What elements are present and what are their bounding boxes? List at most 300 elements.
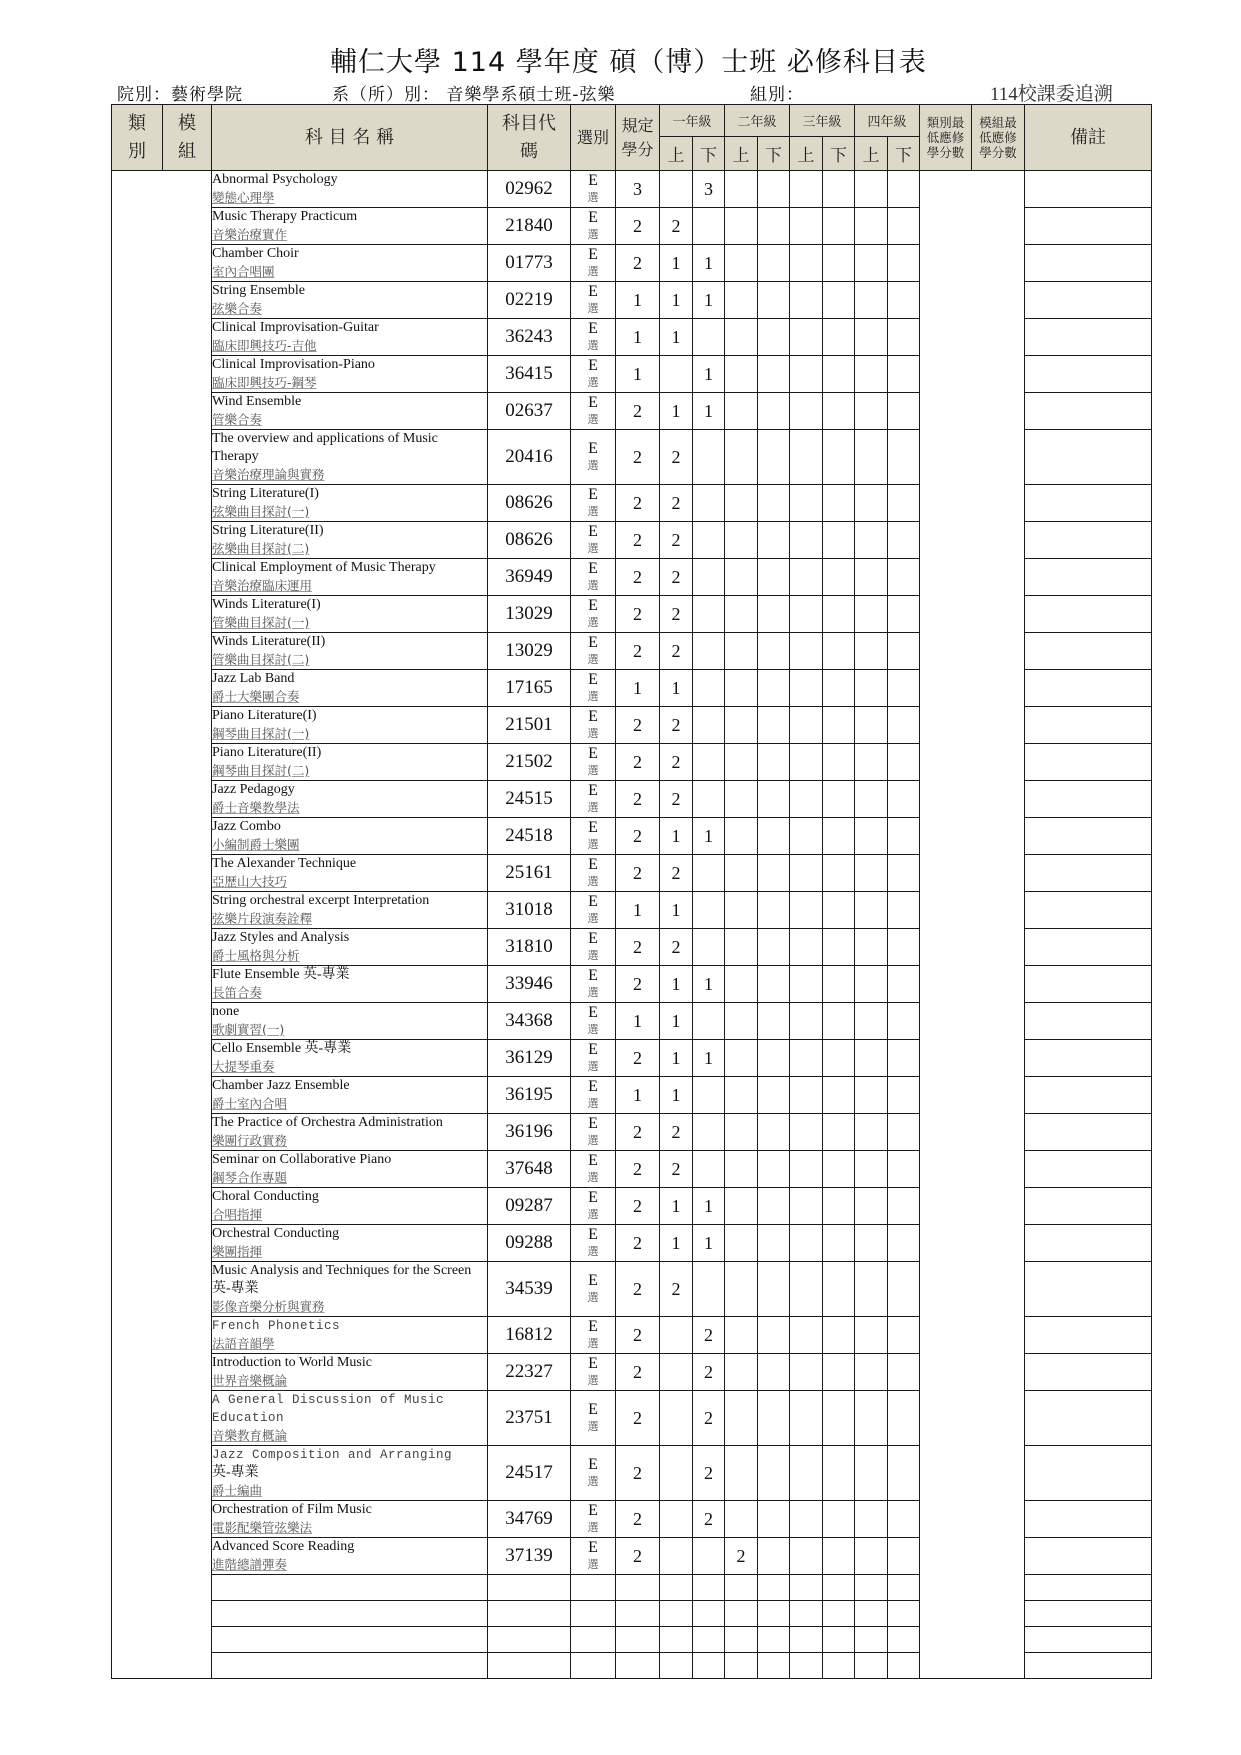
elective-type-cell <box>571 1501 616 1538</box>
elective-type-code: E <box>588 671 598 688</box>
course-name-zh: 變態心理學 <box>212 190 275 205</box>
required-credits: 2 <box>616 430 660 485</box>
remarks-cell <box>1025 1151 1152 1188</box>
semester-credits <box>823 707 855 744</box>
required-credits: 2 <box>616 208 660 245</box>
elective-type-label: 選 <box>587 265 599 278</box>
empty-cell <box>855 1653 888 1679</box>
semester-credits <box>693 1114 725 1151</box>
elective-type-label: 選 <box>587 376 599 389</box>
elective-type-code: E <box>588 440 598 457</box>
semester-credits <box>790 1114 823 1151</box>
elective-type-label: 選 <box>587 1171 599 1184</box>
course-name-cell <box>212 670 488 707</box>
required-credits: 2 <box>616 1354 660 1391</box>
semester-credits <box>725 744 758 781</box>
semester-credits <box>758 633 790 670</box>
semester-credits: 1 <box>660 1225 693 1262</box>
semester-credits <box>855 1354 888 1391</box>
required-credits: 2 <box>616 1151 660 1188</box>
header-y1-first: 上 <box>660 137 693 171</box>
page-title: 輔仁大學 114 學年度 碩（博）士班 必修科目表 <box>330 47 927 78</box>
semester-credits <box>823 1040 855 1077</box>
elective-type-code: E <box>588 782 598 799</box>
semester-credits <box>823 892 855 929</box>
course-name-en: The Practice of Orchestra Administration <box>212 1115 443 1130</box>
semester-credits <box>888 818 920 855</box>
semester-credits <box>790 818 823 855</box>
course-name-zh: 長笛合奏 <box>212 985 263 1000</box>
semester-credits: 1 <box>660 1040 693 1077</box>
empty-cell <box>823 1653 855 1679</box>
elective-type-cell <box>571 171 616 208</box>
semester-credits <box>758 929 790 966</box>
semester-credits <box>888 707 920 744</box>
semester-credits <box>725 1391 758 1446</box>
semester-credits: 1 <box>693 818 725 855</box>
empty-cell <box>571 1601 616 1627</box>
course-code: 13029 <box>488 633 571 670</box>
semester-credits <box>888 282 920 319</box>
course-name-en: Introduction to World Music <box>212 1355 372 1370</box>
course-name-zh: 弦樂曲目探討(二) <box>212 541 310 556</box>
elective-type-cell <box>571 670 616 707</box>
course-name-en: Flute Ensemble 英-專業 <box>212 967 350 982</box>
group-label: 組別： <box>750 85 804 105</box>
semester-credits <box>758 892 790 929</box>
course-name-en: Cello Ensemble 英-專業 <box>212 1041 352 1056</box>
semester-credits <box>758 1003 790 1040</box>
semester-credits <box>725 393 758 430</box>
course-name-en: Choral Conducting <box>212 1189 319 1204</box>
semester-credits: 2 <box>660 522 693 559</box>
course-name-en: Piano Literature(II) <box>212 745 322 760</box>
semester-credits <box>758 485 790 522</box>
semester-credits <box>888 1151 920 1188</box>
remarks-cell <box>1025 1575 1152 1601</box>
elective-type-label: 選 <box>587 949 599 962</box>
remarks-cell <box>1025 245 1152 282</box>
semester-credits <box>790 485 823 522</box>
semester-credits <box>888 171 920 208</box>
semester-credits: 1 <box>660 670 693 707</box>
semester-credits <box>855 929 888 966</box>
empty-cell <box>790 1601 823 1627</box>
semester-credits <box>758 855 790 892</box>
course-name-en: Abnormal Psychology <box>212 172 338 187</box>
semester-credits <box>790 1446 823 1501</box>
empty-cell <box>488 1653 571 1679</box>
semester-credits: 1 <box>693 1225 725 1262</box>
semester-credits: 2 <box>660 929 693 966</box>
semester-credits <box>693 559 725 596</box>
semester-credits <box>823 485 855 522</box>
elective-type-cell <box>571 1446 616 1501</box>
course-name-zh: 爵士室內合唱 <box>212 1096 288 1111</box>
course-code: 37648 <box>488 1151 571 1188</box>
semester-credits: 1 <box>660 1188 693 1225</box>
semester-credits <box>758 744 790 781</box>
semester-credits <box>823 633 855 670</box>
course-code: 22327 <box>488 1354 571 1391</box>
elective-type-cell <box>571 1225 616 1262</box>
header-y2-second: 下 <box>758 137 790 171</box>
semester-credits <box>823 356 855 393</box>
course-code: 34769 <box>488 1501 571 1538</box>
semester-credits <box>888 1354 920 1391</box>
semester-credits <box>888 319 920 356</box>
elective-type-label: 選 <box>587 228 599 241</box>
elective-type-label: 選 <box>587 1374 599 1387</box>
semester-credits <box>888 485 920 522</box>
header-credits: 規定學分 <box>616 105 660 171</box>
semester-credits <box>823 208 855 245</box>
course-name-en: Seminar on Collaborative Piano <box>212 1152 392 1167</box>
course-name-cell <box>212 744 488 781</box>
course-code: 24515 <box>488 781 571 818</box>
elective-type-label: 選 <box>587 764 599 777</box>
semester-credits <box>790 430 823 485</box>
semester-credits <box>823 1077 855 1114</box>
remarks-cell <box>1025 818 1152 855</box>
semester-credits <box>725 633 758 670</box>
course-name-en: Clinical Employment of Music Therapy <box>212 560 436 575</box>
empty-cell <box>571 1653 616 1679</box>
semester-credits <box>855 1077 888 1114</box>
semester-credits <box>758 393 790 430</box>
empty-cell <box>823 1627 855 1653</box>
empty-cell <box>488 1627 571 1653</box>
semester-credits <box>790 781 823 818</box>
required-credits: 1 <box>616 1077 660 1114</box>
course-name-cell <box>212 1077 488 1114</box>
header-year3: 三年級 <box>790 105 855 137</box>
course-name-zh: 鋼琴曲目探討(二) <box>212 763 310 778</box>
elective-type-label: 選 <box>587 838 599 851</box>
course-name-cell <box>212 356 488 393</box>
elective-type-code: E <box>588 1152 598 1169</box>
course-name-zh: 影像音樂分析與實務 <box>212 1299 325 1314</box>
course-name-en-cont: 英-專業 <box>212 1465 259 1480</box>
semester-credits <box>693 1262 725 1317</box>
course-name-zh: 樂團行政實務 <box>212 1133 288 1148</box>
semester-credits <box>823 393 855 430</box>
course-name-zh: 世界音樂概論 <box>212 1373 288 1388</box>
course-name-en: String Literature(II) <box>212 523 324 538</box>
semester-credits <box>790 282 823 319</box>
course-name-zh: 爵士音樂教學法 <box>212 800 300 815</box>
empty-cell <box>725 1653 758 1679</box>
elective-type-code: E <box>588 634 598 651</box>
header-course-name: 科 目 名 稱 <box>212 105 488 171</box>
semester-credits <box>725 1501 758 1538</box>
elective-type-cell <box>571 1354 616 1391</box>
semester-credits <box>888 356 920 393</box>
semester-credits <box>888 1538 920 1575</box>
elective-type-cell <box>571 1077 616 1114</box>
semester-credits <box>888 1262 920 1317</box>
semester-credits <box>758 245 790 282</box>
semester-credits <box>758 522 790 559</box>
elective-type-cell <box>571 1538 616 1575</box>
empty-cell <box>488 1601 571 1627</box>
elective-type-cell <box>571 1391 616 1446</box>
semester-credits <box>888 1317 920 1354</box>
required-credits: 2 <box>616 485 660 522</box>
course-name-cell <box>212 929 488 966</box>
semester-credits <box>888 744 920 781</box>
course-name-cell <box>212 707 488 744</box>
semester-credits <box>855 171 888 208</box>
remarks-cell <box>1025 208 1152 245</box>
elective-type-label: 選 <box>587 1134 599 1147</box>
required-credits: 2 <box>616 855 660 892</box>
elective-type-cell <box>571 1317 616 1354</box>
semester-credits <box>790 892 823 929</box>
course-name-zh: 音樂治療臨床運用 <box>212 578 313 593</box>
semester-credits <box>888 892 920 929</box>
elective-type-label: 選 <box>587 459 599 472</box>
elective-type-cell <box>571 744 616 781</box>
course-code: 37139 <box>488 1538 571 1575</box>
elective-type-label: 選 <box>587 690 599 703</box>
empty-cell <box>823 1575 855 1601</box>
elective-type-label: 選 <box>587 1558 599 1571</box>
empty-cell <box>725 1627 758 1653</box>
course-name-en: none <box>212 1004 240 1019</box>
course-code: 20416 <box>488 430 571 485</box>
semester-credits <box>855 1391 888 1446</box>
header-elective-type: 選別 <box>571 105 616 171</box>
header-category-min-credits: 類別最低應修學分數 <box>920 105 972 171</box>
semester-credits <box>823 1188 855 1225</box>
elective-type-code: E <box>588 1004 598 1021</box>
semester-credits <box>790 744 823 781</box>
elective-type-label: 選 <box>587 653 599 666</box>
empty-cell <box>660 1627 693 1653</box>
course-name-en: Winds Literature(II) <box>212 634 326 649</box>
semester-credits <box>758 707 790 744</box>
semester-credits <box>725 1225 758 1262</box>
course-name-en: French Phonetics <box>212 1319 341 1333</box>
semester-credits <box>855 1151 888 1188</box>
course-code: 31810 <box>488 929 571 966</box>
course-name-en: Orchestration of Film Music <box>212 1502 372 1517</box>
elective-type-code: E <box>588 1272 598 1289</box>
semester-credits <box>823 818 855 855</box>
semester-credits <box>660 1446 693 1501</box>
required-credits: 1 <box>616 319 660 356</box>
header-remarks: 備註 <box>1025 105 1152 171</box>
required-credits: 2 <box>616 1188 660 1225</box>
empty-cell <box>571 1575 616 1601</box>
course-row <box>112 171 1152 208</box>
semester-credits: 2 <box>693 1354 725 1391</box>
elective-type-label: 選 <box>587 1475 599 1488</box>
semester-credits <box>758 966 790 1003</box>
semester-credits <box>823 282 855 319</box>
semester-credits <box>790 1188 823 1225</box>
course-name-en: String Ensemble <box>212 283 305 298</box>
semester-credits: 1 <box>660 319 693 356</box>
elective-type-code: E <box>588 1502 598 1519</box>
semester-credits <box>790 171 823 208</box>
semester-credits <box>725 1151 758 1188</box>
course-name-zh: 弦樂合奏 <box>212 301 263 316</box>
semester-credits <box>725 1003 758 1040</box>
elective-type-code: E <box>588 967 598 984</box>
required-credits: 2 <box>616 633 660 670</box>
empty-cell <box>823 1601 855 1627</box>
header-year1: 一年級 <box>660 105 725 137</box>
semester-credits <box>855 744 888 781</box>
elective-type-label: 選 <box>587 1291 599 1304</box>
semester-credits <box>725 596 758 633</box>
course-name-cell <box>212 393 488 430</box>
course-code: 02962 <box>488 171 571 208</box>
semester-credits <box>725 1262 758 1317</box>
course-name-cell <box>212 1501 488 1538</box>
course-name-zh: 爵士大樂團合奏 <box>212 689 300 704</box>
semester-credits: 1 <box>693 245 725 282</box>
header-y4-first: 上 <box>855 137 888 171</box>
semester-credits <box>725 1188 758 1225</box>
semester-credits <box>790 559 823 596</box>
elective-type-label: 選 <box>587 413 599 426</box>
elective-type-cell <box>571 319 616 356</box>
semester-credits <box>758 1501 790 1538</box>
course-code: 21501 <box>488 707 571 744</box>
semester-credits <box>888 430 920 485</box>
semester-credits <box>790 1077 823 1114</box>
semester-credits <box>725 1040 758 1077</box>
semester-credits <box>855 245 888 282</box>
empty-cell <box>693 1627 725 1653</box>
semester-credits <box>790 633 823 670</box>
semester-credits <box>888 596 920 633</box>
course-name-en: String Literature(I) <box>212 486 319 501</box>
semester-credits <box>823 1391 855 1446</box>
semester-credits <box>823 1151 855 1188</box>
course-name-cell <box>212 818 488 855</box>
required-credits: 2 <box>616 1538 660 1575</box>
semester-credits <box>660 356 693 393</box>
course-name-zh: 室內合唱團 <box>212 264 275 279</box>
course-name-zh: 歌劇實習(一) <box>212 1022 285 1037</box>
elective-type-cell <box>571 1262 616 1317</box>
semester-credits <box>855 596 888 633</box>
course-name-zh: 大提琴重奏 <box>212 1059 275 1074</box>
semester-credits <box>855 1040 888 1077</box>
empty-cell <box>790 1627 823 1653</box>
course-name-cell <box>212 282 488 319</box>
semester-credits <box>725 245 758 282</box>
remarks-cell <box>1025 929 1152 966</box>
semester-credits <box>790 245 823 282</box>
semester-credits <box>725 929 758 966</box>
required-credits: 2 <box>616 744 660 781</box>
elective-type-cell <box>571 559 616 596</box>
course-code: 36196 <box>488 1114 571 1151</box>
header-y4-second: 下 <box>888 137 920 171</box>
course-code: 09288 <box>488 1225 571 1262</box>
semester-credits: 2 <box>660 707 693 744</box>
remarks-cell <box>1025 319 1152 356</box>
elective-type-code: E <box>588 1115 598 1132</box>
semester-credits <box>693 485 725 522</box>
semester-credits <box>888 966 920 1003</box>
course-name-zh: 管樂曲目探討(一) <box>212 615 310 630</box>
semester-credits <box>790 966 823 1003</box>
course-code: 17165 <box>488 670 571 707</box>
empty-cell <box>616 1627 660 1653</box>
header-year2: 二年級 <box>725 105 790 137</box>
remarks-cell <box>1025 559 1152 596</box>
semester-credits <box>823 1114 855 1151</box>
min-credits-cell <box>920 171 1025 1679</box>
header-y3-first: 上 <box>790 137 823 171</box>
elective-type-label: 選 <box>587 1420 599 1433</box>
semester-credits: 2 <box>660 1151 693 1188</box>
course-name-cell <box>212 966 488 1003</box>
elective-type-label: 選 <box>587 1337 599 1350</box>
semester-credits <box>855 1188 888 1225</box>
course-code: 09287 <box>488 1188 571 1225</box>
remarks-cell <box>1025 781 1152 818</box>
course-name-zh: 進階總譜彈奏 <box>212 1557 288 1572</box>
course-name-en: Chamber Choir <box>212 246 299 261</box>
category-module-cell <box>112 171 212 1679</box>
course-name-cell <box>212 430 488 485</box>
semester-credits <box>660 1354 693 1391</box>
course-code: 36415 <box>488 356 571 393</box>
semester-credits <box>888 1446 920 1501</box>
semester-credits <box>855 522 888 559</box>
required-credits: 1 <box>616 670 660 707</box>
elective-type-code: E <box>588 893 598 910</box>
semester-credits <box>855 1262 888 1317</box>
course-code: 08626 <box>488 485 571 522</box>
semester-credits <box>888 393 920 430</box>
header-module-min-credits: 模組最低應修學分數 <box>972 105 1025 171</box>
course-name-cell <box>212 208 488 245</box>
course-name-zh: 爵士風格與分析 <box>212 948 300 963</box>
semester-credits <box>823 1538 855 1575</box>
semester-credits: 1 <box>660 1003 693 1040</box>
course-name-en: The Alexander Technique <box>212 856 357 871</box>
course-name-cell <box>212 633 488 670</box>
header-course-code: 科目代碼 <box>488 105 571 171</box>
required-credits: 1 <box>616 282 660 319</box>
semester-credits <box>888 670 920 707</box>
remarks-cell <box>1025 1446 1152 1501</box>
course-code: 36195 <box>488 1077 571 1114</box>
semester-credits: 2 <box>693 1317 725 1354</box>
course-rows <box>112 171 1152 1679</box>
semester-credits <box>790 1003 823 1040</box>
elective-type-label: 選 <box>587 616 599 629</box>
semester-credits <box>888 1501 920 1538</box>
required-credits: 2 <box>616 818 660 855</box>
elective-type-label: 選 <box>587 986 599 999</box>
required-credits: 2 <box>616 1501 660 1538</box>
course-name-zh: 管樂曲目探討(二) <box>212 652 310 667</box>
course-name-en: Jazz Styles and Analysis <box>212 930 350 945</box>
semester-credits <box>790 1501 823 1538</box>
semester-credits: 1 <box>660 966 693 1003</box>
semester-credits <box>758 818 790 855</box>
elective-type-code: E <box>588 930 598 947</box>
